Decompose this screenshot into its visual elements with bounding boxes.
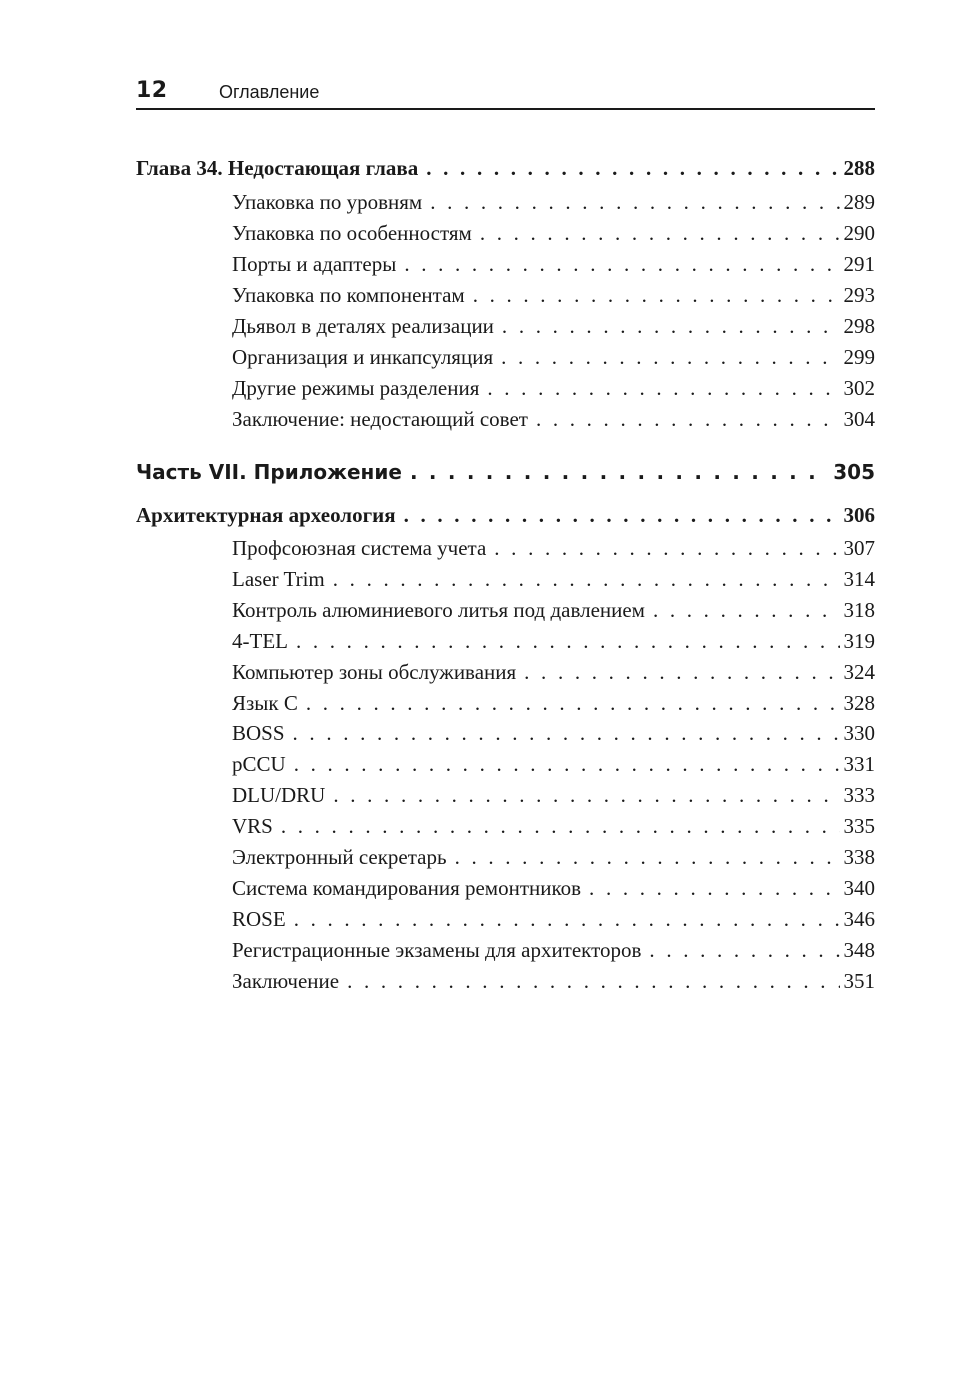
dot-leader bbox=[306, 689, 840, 717]
toc-entry-title: Часть VII. Приложение bbox=[136, 460, 402, 484]
dot-leader bbox=[502, 312, 840, 340]
toc-entry-page: 318 bbox=[843, 598, 875, 622]
toc-entry-page: 299 bbox=[843, 345, 875, 369]
dot-leader bbox=[404, 250, 839, 278]
toc-entry-chapter bbox=[136, 154, 875, 182]
running-title: Оглавление bbox=[219, 82, 320, 102]
toc-entry-section bbox=[232, 534, 875, 562]
dot-leader bbox=[281, 812, 840, 840]
toc-entry-page: 288 bbox=[843, 156, 875, 180]
toc-entry-page: 319 bbox=[843, 629, 875, 653]
toc-entry-page: 328 bbox=[843, 691, 875, 715]
toc-entry-section bbox=[232, 936, 875, 964]
toc-entry-title: Дьявол в деталях реализации bbox=[232, 314, 494, 338]
toc-entry-page: 306 bbox=[843, 503, 875, 527]
dot-leader bbox=[524, 658, 839, 686]
toc-entry-title: Глава 34. Недостающая глава bbox=[136, 156, 419, 180]
toc-entry-page: 302 bbox=[843, 376, 875, 400]
dot-leader bbox=[294, 750, 840, 778]
dot-leader bbox=[494, 534, 839, 562]
dot-leader bbox=[410, 458, 829, 486]
toc-entry-title: Организация и инкапсуляция bbox=[232, 345, 494, 369]
toc-entry-section bbox=[232, 967, 875, 995]
toc-entry-title: Язык C bbox=[232, 691, 298, 715]
dot-leader bbox=[473, 281, 840, 309]
dot-leader bbox=[333, 781, 839, 809]
toc-entry-title: Регистрационные экзамены для архитекторов bbox=[232, 938, 642, 962]
dot-leader bbox=[404, 501, 840, 529]
dot-leader bbox=[487, 374, 839, 402]
toc-entry-title: Laser Trim bbox=[232, 567, 325, 591]
toc-entry-page: 338 bbox=[843, 845, 875, 869]
toc-entry-title: Контроль алюминиевого литья под давлением bbox=[232, 598, 645, 622]
toc-entry-page: 298 bbox=[843, 314, 875, 338]
toc-entry-section bbox=[232, 343, 875, 371]
toc-entry-section bbox=[232, 750, 875, 778]
toc-entry-page: 331 bbox=[843, 752, 875, 776]
toc-entry-section bbox=[232, 219, 875, 247]
toc-entry-page: 333 bbox=[843, 783, 875, 807]
dot-leader bbox=[430, 188, 839, 216]
page-number: 12 bbox=[136, 78, 168, 103]
toc-entry-title: Упаковка по особенностям bbox=[232, 221, 472, 245]
toc-entry-page: 330 bbox=[843, 721, 875, 745]
toc-entry-chapter bbox=[136, 501, 875, 529]
toc-entry-part bbox=[136, 458, 875, 486]
dot-leader bbox=[347, 967, 839, 995]
toc-entry-title: Упаковка по компонентам bbox=[232, 283, 465, 307]
toc-entry-title: Другие режимы разделения bbox=[232, 376, 480, 400]
dot-leader bbox=[501, 343, 839, 371]
toc-entry-page: 293 bbox=[843, 283, 875, 307]
toc-entry-page: 351 bbox=[843, 969, 875, 993]
dot-leader bbox=[589, 874, 839, 902]
toc-entry-title: ROSE bbox=[232, 907, 286, 931]
toc-entry-title: DLU/DRU bbox=[232, 783, 326, 807]
toc-entry-title: Электронный секретарь bbox=[232, 845, 447, 869]
toc-entry-title: Упаковка по уровням bbox=[232, 190, 423, 214]
toc-entry-title: Архитектурная археология bbox=[136, 503, 396, 527]
dot-leader bbox=[649, 936, 839, 964]
toc-entry-page: 289 bbox=[843, 190, 875, 214]
dot-leader bbox=[480, 219, 840, 247]
toc-entry-section bbox=[232, 281, 875, 309]
dot-leader bbox=[653, 596, 840, 624]
toc-entry-title: 4-TEL bbox=[232, 629, 288, 653]
toc-entry-section bbox=[232, 374, 875, 402]
toc-entry-page: 307 bbox=[843, 536, 875, 560]
dot-leader bbox=[333, 565, 840, 593]
toc-entry-section bbox=[232, 312, 875, 340]
toc-entry-page: 340 bbox=[843, 876, 875, 900]
toc-entry-section bbox=[232, 812, 875, 840]
toc-entry-page: 304 bbox=[843, 407, 875, 431]
dot-leader bbox=[296, 627, 840, 655]
toc-entry-section bbox=[232, 905, 875, 933]
toc-entry-section bbox=[232, 250, 875, 278]
toc-entry-section bbox=[232, 627, 875, 655]
toc-entry-title: pCCU bbox=[232, 752, 286, 776]
toc-entry-section bbox=[232, 405, 875, 433]
toc-entry-title: Порты и адаптеры bbox=[232, 252, 397, 276]
toc-entry-title: Компьютер зоны обслуживания bbox=[232, 660, 517, 684]
toc-entry-page: 346 bbox=[843, 907, 875, 931]
toc-entry-section bbox=[232, 188, 875, 216]
dot-leader bbox=[293, 719, 840, 747]
toc-entry-section bbox=[232, 689, 875, 717]
toc-entry-section bbox=[232, 596, 875, 624]
toc-entry-section bbox=[232, 781, 875, 809]
toc-entry-page: 290 bbox=[843, 221, 875, 245]
toc-entry-title: Заключение: недостающий совет bbox=[232, 407, 528, 431]
toc-entry-section bbox=[232, 658, 875, 686]
toc-entry-title: Заключение bbox=[232, 969, 340, 993]
toc-entry-page: 324 bbox=[843, 660, 875, 684]
dot-leader bbox=[294, 905, 840, 933]
toc-entry-page: 335 bbox=[843, 814, 875, 838]
toc-entry-page: 348 bbox=[843, 938, 875, 962]
running-header bbox=[136, 74, 875, 110]
dot-leader bbox=[536, 405, 840, 433]
toc-entry-page: 305 bbox=[833, 460, 875, 484]
toc-entry-title: Система командирования ремонтников bbox=[232, 876, 582, 900]
toc-entry-page: 291 bbox=[843, 252, 875, 276]
dot-leader bbox=[455, 843, 840, 871]
toc-entry-title: VRS bbox=[232, 814, 273, 838]
toc-entry-section bbox=[232, 565, 875, 593]
dot-leader bbox=[426, 154, 839, 182]
toc-entry-title: BOSS bbox=[232, 721, 285, 745]
toc-entry-title: Профсоюзная система учета bbox=[232, 536, 487, 560]
toc-entry-section bbox=[232, 874, 875, 902]
toc-entry-section bbox=[232, 719, 875, 747]
toc-entry-section bbox=[232, 843, 875, 871]
toc-entry-page: 314 bbox=[843, 567, 875, 591]
